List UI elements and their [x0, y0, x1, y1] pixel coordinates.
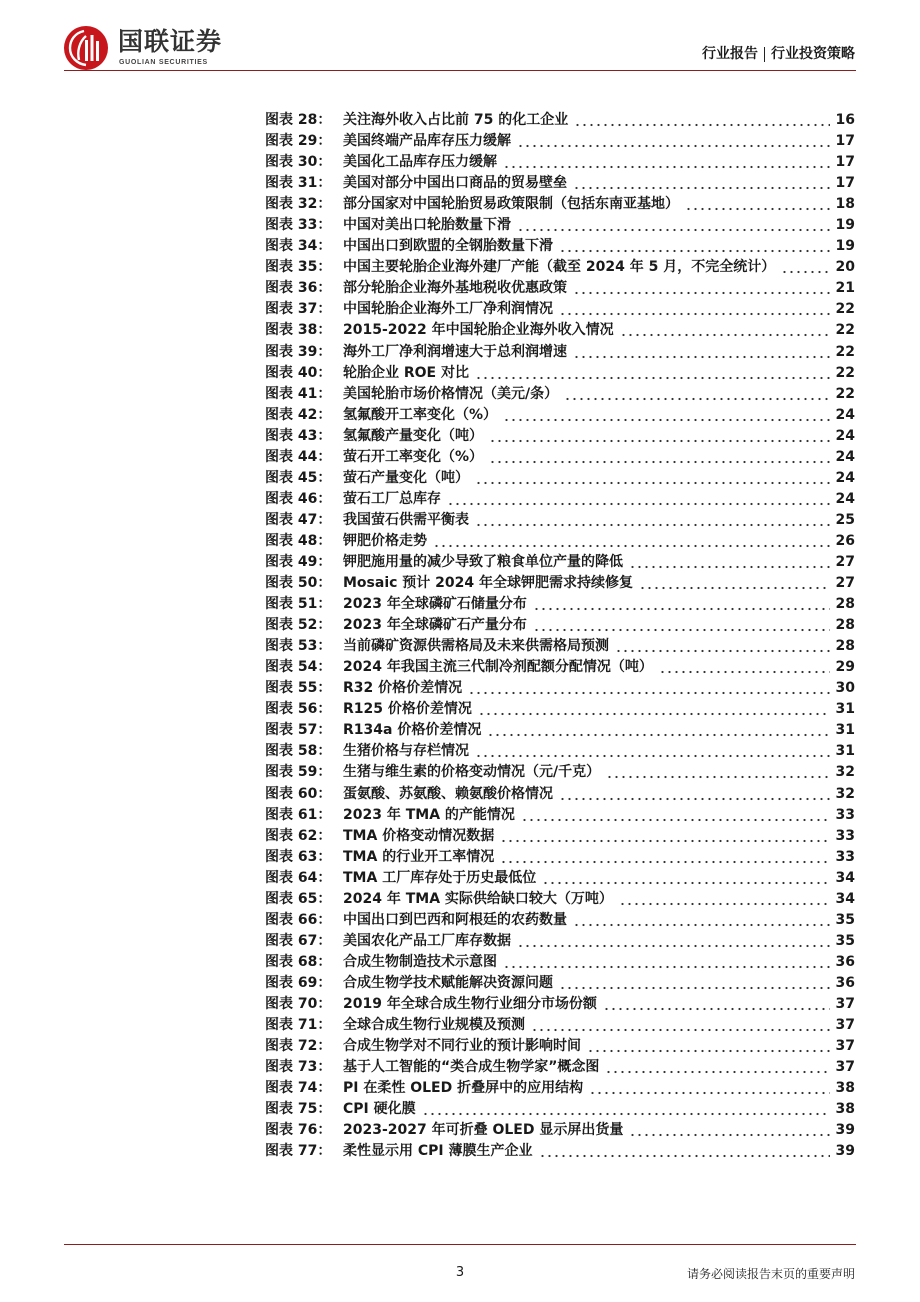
toc-entry[interactable]	[265, 342, 855, 363]
toc-entry[interactable]	[265, 805, 855, 826]
dot-leader	[605, 1057, 829, 1078]
toc-entry-page: 16	[835, 112, 855, 128]
toc-entry-page: 30	[835, 680, 855, 697]
toc-entry-page: 17	[835, 154, 855, 171]
toc-entry-title: 氢氟酸开工率变化（%）	[343, 406, 498, 423]
toc-entry-title: 轮胎企业 ROE 对比	[343, 364, 469, 381]
toc-entry-title: Mosaic 预计 2024 年全球钾肥需求持续修复	[343, 575, 634, 592]
toc-entry-label: 图表 48：	[265, 532, 332, 549]
toc-entry-title: 2023 年全球磷矿石产量分布	[343, 617, 527, 634]
toc-entry-label: 图表 34：	[265, 238, 332, 255]
dot-leader	[503, 405, 829, 426]
toc-entry[interactable]	[265, 152, 855, 173]
toc-entry[interactable]	[265, 531, 855, 552]
toc-entry-label: 图表 67：	[265, 932, 332, 949]
toc-entry-page: 37	[835, 1038, 855, 1055]
toc-entry-label: 图表 50：	[265, 575, 332, 592]
toc-entry[interactable]	[265, 868, 855, 889]
toc-entry[interactable]	[265, 994, 855, 1015]
dot-leader	[475, 363, 830, 384]
toc-entry-label: 图表 33：	[265, 217, 332, 234]
toc-entry-label: 图表 49：	[265, 553, 332, 570]
toc-entry-label: 图表 71：	[265, 1017, 332, 1034]
toc-entry[interactable]	[265, 699, 855, 720]
toc-entry[interactable]	[265, 615, 855, 636]
dot-leader	[615, 636, 830, 657]
toc-entry[interactable]	[265, 447, 855, 468]
toc-entry[interactable]	[265, 1120, 855, 1141]
dot-leader	[573, 173, 830, 194]
toc-entry-title: CPI 硬化膜	[343, 1101, 416, 1118]
toc-entry-title: 全球合成生物行业规模及预测	[343, 1017, 525, 1034]
toc-entry-page: 32	[835, 785, 855, 802]
toc-entry-title: 中国出口到欧盟的全钢胎数量下滑	[343, 238, 553, 255]
toc-entry[interactable]	[265, 657, 855, 678]
toc-entry[interactable]	[265, 489, 855, 510]
toc-entry-label: 图表 53：	[265, 638, 332, 655]
toc-entry-page: 24	[835, 448, 855, 465]
toc-entry-title: 美国终端产品库存压力缓解	[343, 133, 511, 150]
toc-entry-title: TMA 的行业开工率情况	[343, 848, 495, 865]
toc-entry[interactable]	[265, 847, 855, 868]
dot-leader	[639, 573, 830, 594]
toc-entry[interactable]	[265, 510, 855, 531]
dot-leader	[489, 447, 829, 468]
dot-leader	[489, 426, 830, 447]
toc-entry-label: 图表 69：	[265, 974, 332, 991]
toc-entry-title: 中国主要轮胎企业海外建厂产能（截至 2024 年 5 月，不完全统计）	[343, 259, 776, 276]
dot-leader	[503, 152, 830, 173]
toc-entry-label: 图表 63：	[265, 848, 332, 865]
toc-entry[interactable]	[265, 931, 855, 952]
dot-leader	[475, 468, 830, 489]
toc-entry[interactable]	[265, 552, 855, 573]
toc-entry-label: 图表 64：	[265, 869, 332, 886]
dot-leader	[564, 384, 829, 405]
toc-entry-label: 图表 61：	[265, 806, 332, 823]
dot-leader	[603, 994, 830, 1015]
toc-entry[interactable]	[265, 973, 855, 994]
toc-entry-label: 图表 65：	[265, 890, 332, 907]
toc-entry-title: 我国萤石供需平衡表	[343, 511, 469, 528]
report-category: 行业投资策略	[771, 46, 855, 62]
toc-entry-title: 美国化工品库存压力缓解	[343, 154, 497, 171]
toc-entry-page: 19	[835, 217, 855, 234]
toc-entry-title: 中国出口到巴西和阿根廷的农药数量	[343, 911, 567, 928]
toc-entry-page: 22	[835, 343, 855, 360]
toc-entry[interactable]	[265, 1141, 855, 1162]
toc-entry-title: 合成生物制造技术示意图	[343, 953, 497, 970]
toc-entry-title: 部分轮胎企业海外基地税收优惠政策	[343, 280, 567, 297]
toc-entry-page: 37	[835, 1017, 855, 1034]
toc-entry-page: 34	[835, 869, 855, 886]
toc-entry[interactable]	[265, 720, 855, 741]
dot-leader	[478, 699, 830, 720]
toc-entry-page: 33	[835, 848, 855, 865]
toc-entry[interactable]	[265, 278, 855, 299]
logo-chinese-name: 国联证券	[118, 27, 223, 56]
toc-entry-label: 图表 57：	[265, 722, 332, 739]
toc-entry-title: 2023 年全球磷矿石储量分布	[343, 596, 527, 613]
toc-entry-title: 2024 年 TMA 实际供给缺口较大（万吨）	[343, 890, 613, 907]
toc-entry-page: 22	[835, 301, 855, 318]
toc-entry-label: 图表 41：	[265, 385, 332, 402]
report-type: 行业报告	[702, 46, 758, 62]
toc-entry-title: 美国农化产品工厂库存数据	[343, 932, 511, 949]
toc-entry-title: 蛋氨酸、苏氨酸、赖氨酸价格情况	[343, 785, 553, 802]
toc-entry[interactable]	[265, 741, 855, 762]
toc-entry[interactable]	[265, 889, 855, 910]
toc-entry-page: 29	[835, 659, 855, 676]
toc-entry-title: 2023-2027 年可折叠 OLED 显示屏出货量	[343, 1122, 624, 1139]
toc-entry-page: 24	[835, 406, 855, 423]
toc-entry[interactable]	[265, 426, 855, 447]
toc-entry-page: 17	[835, 133, 855, 150]
toc-entry-label: 图表 28：	[265, 112, 332, 128]
toc-entry-label: 图表 37：	[265, 301, 332, 318]
toc-entry-page: 38	[835, 1101, 855, 1118]
toc-entry[interactable]	[265, 678, 855, 699]
toc-entry-label: 图表 31：	[265, 175, 332, 192]
toc-entry-page: 39	[835, 1143, 855, 1160]
toc-entry-label: 图表 73：	[265, 1059, 332, 1076]
toc-entry-label: 图表 45：	[265, 469, 332, 486]
toc-entry[interactable]	[265, 257, 855, 278]
dot-leader	[517, 931, 830, 952]
guolian-logo	[62, 24, 238, 72]
dot-leader	[533, 594, 830, 615]
toc-entry-label: 图表 68：	[265, 953, 332, 970]
guolian-logo-icon	[62, 24, 110, 72]
toc-entry-page: 22	[835, 385, 855, 402]
toc-entry-page: 33	[835, 806, 855, 823]
dot-leader	[659, 657, 830, 678]
report-type-header	[702, 44, 855, 64]
toc-entry[interactable]	[265, 594, 855, 615]
toc-entry-title: 柔性显示用 CPI 薄膜生产企业	[343, 1143, 533, 1160]
toc-entry-label: 图表 43：	[265, 427, 332, 444]
toc-entry-label: 图表 62：	[265, 827, 332, 844]
toc-entry-title: 合成生物学技术赋能解决资源问题	[343, 974, 553, 991]
toc-entry-title: 氢氟酸产量变化（吨）	[343, 427, 483, 444]
dot-leader	[573, 278, 830, 299]
toc-entry-page: 33	[835, 827, 855, 844]
toc-entry-label: 图表 32：	[265, 196, 332, 213]
toc-entry[interactable]	[265, 299, 855, 320]
toc-entry[interactable]	[265, 194, 855, 215]
dot-leader	[521, 805, 830, 826]
dot-leader	[574, 110, 829, 131]
toc-entry-page: 27	[835, 553, 855, 570]
toc-entry-label: 图表 72：	[265, 1038, 332, 1055]
toc-entry-label: 图表 70：	[265, 995, 332, 1012]
toc-entry[interactable]	[265, 110, 855, 131]
toc-entry-label: 图表 77：	[265, 1143, 332, 1160]
toc-entry-title: 美国轮胎市场价格情况（美元/条）	[343, 385, 559, 402]
dot-leader	[559, 299, 830, 320]
toc-entry-label: 图表 75：	[265, 1101, 332, 1118]
toc-entry-label: 图表 51：	[265, 596, 332, 613]
toc-entry-page: 26	[835, 532, 855, 549]
dot-leader	[573, 910, 830, 931]
toc-entry-title: R125 价格价差情况	[343, 701, 472, 718]
toc-entry-title: 生猪价格与存栏情况	[343, 743, 469, 760]
toc-entry-label: 图表 52：	[265, 617, 332, 634]
toc-entry[interactable]	[265, 1057, 855, 1078]
toc-entry-title: 关注海外收入占比前 75 的化工企业	[343, 112, 569, 128]
toc-entry-label: 图表 74：	[265, 1080, 332, 1097]
dot-leader	[517, 131, 830, 152]
toc-entry-label: 图表 38：	[265, 322, 332, 339]
toc-entry-title: 萤石开工率变化（%）	[343, 448, 484, 465]
footer-disclaimer: 请务必阅读报告末页的重要声明	[686, 1267, 855, 1281]
dot-leader	[500, 826, 829, 847]
toc-entry-label: 图表 60：	[265, 785, 332, 802]
toc-entry-page: 24	[835, 427, 855, 444]
toc-entry-page: 38	[835, 1080, 855, 1097]
toc-entry-label: 图表 47：	[265, 511, 332, 528]
toc-entry-title: 钾肥施用量的减少导致了粮食单位产量的降低	[343, 553, 623, 570]
toc-entry-page: 18	[835, 196, 855, 213]
dot-leader	[573, 342, 830, 363]
dot-leader	[503, 952, 830, 973]
toc-entry-page: 35	[835, 932, 855, 949]
toc-entry-label: 图表 30：	[265, 154, 332, 171]
toc-entry-label: 图表 54：	[265, 659, 332, 676]
dot-leader	[781, 257, 829, 278]
toc-entry-title: 美国对部分中国出口商品的贸易壁垒	[343, 175, 567, 192]
toc-entry-label: 图表 55：	[265, 680, 332, 697]
dot-leader	[559, 784, 830, 805]
dot-leader	[606, 762, 829, 783]
toc-entry-title: 生猪与维生素的价格变动情况（元/千克）	[343, 764, 601, 781]
toc-entry-page: 37	[835, 1059, 855, 1076]
toc-entry-page: 22	[835, 322, 855, 339]
toc-entry-page: 19	[835, 238, 855, 255]
toc-entry-label: 图表 44：	[265, 448, 332, 465]
toc-entry-title: 基于人工智能的“类合成生物学家”概念图	[343, 1059, 600, 1076]
toc-entry-page: 32	[835, 764, 855, 781]
toc-entry-page: 17	[835, 175, 855, 192]
toc-entry-title: 当前磷矿资源供需格局及未来供需格局预测	[343, 638, 609, 655]
toc-entry[interactable]	[265, 636, 855, 657]
toc-entry[interactable]	[265, 320, 855, 341]
toc-entry-title: 海外工厂净利润增速大于总利润增速	[343, 343, 567, 360]
toc-entry-page: 28	[835, 596, 855, 613]
toc-entry-title: 萤石产量变化（吨）	[343, 469, 469, 486]
toc-entry-page: 21	[835, 280, 855, 297]
page-number: 3	[455, 1265, 465, 1280]
toc-entry-page: 24	[835, 469, 855, 486]
toc-entry-page: 36	[835, 974, 855, 991]
toc-entry-page: 31	[835, 722, 855, 739]
dot-leader	[517, 215, 830, 236]
toc-entry-page: 31	[835, 743, 855, 760]
dot-leader	[685, 194, 830, 215]
toc-entry[interactable]	[265, 173, 855, 194]
toc-entry[interactable]	[265, 1099, 855, 1120]
dot-leader	[433, 531, 830, 552]
toc-entry-label: 图表 56：	[265, 701, 332, 718]
toc-entry-label: 图表 42：	[265, 406, 332, 423]
toc-entry-title: 部分国家对中国轮胎贸易政策限制（包括东南亚基地）	[343, 196, 679, 213]
toc-entry[interactable]	[265, 952, 855, 973]
toc-entry-title: 2019 年全球合成生物行业细分市场份额	[343, 995, 597, 1012]
toc-entry[interactable]	[265, 573, 855, 594]
toc-list	[265, 110, 855, 1162]
toc-entry-title: 合成生物学对不同行业的预计影响时间	[343, 1038, 581, 1055]
toc-entry-label: 图表 58：	[265, 743, 332, 760]
toc-entry-label: 图表 46：	[265, 490, 332, 507]
toc-entry-title: 中国对美出口轮胎数量下滑	[343, 217, 511, 234]
toc-entry-label: 图表 66：	[265, 911, 332, 928]
dot-leader	[620, 320, 830, 341]
toc-entry[interactable]	[265, 1036, 855, 1057]
toc-entry-page: 24	[835, 490, 855, 507]
toc-entry-page: 39	[835, 1122, 855, 1139]
dot-leader	[559, 236, 830, 257]
dot-leader	[559, 973, 830, 994]
dot-leader	[422, 1099, 830, 1120]
toc-entry[interactable]	[265, 1078, 855, 1099]
dot-leader	[542, 868, 829, 889]
dot-leader	[487, 720, 829, 741]
toc-entry-title: 萤石工厂总库存	[343, 490, 441, 507]
toc-entry-title: R32 价格价差情况	[343, 680, 463, 697]
header-divider	[64, 70, 856, 71]
toc-entry[interactable]	[265, 784, 855, 805]
toc-entry-page: 20	[835, 259, 855, 276]
toc-entry-title: TMA 工厂库存处于历史最低位	[343, 869, 537, 886]
dot-leader	[619, 889, 830, 910]
logo-english-name: GUOLIAN SECURITIES	[119, 59, 208, 66]
toc-entry[interactable]	[265, 1015, 855, 1036]
toc-entry[interactable]	[265, 236, 855, 257]
toc-entry-page: 36	[835, 953, 855, 970]
toc-entry[interactable]	[265, 762, 855, 783]
toc-entry-title: TMA 价格变动情况数据	[343, 827, 495, 844]
toc-entry[interactable]	[265, 468, 855, 489]
toc-entry-label: 图表 39：	[265, 343, 332, 360]
toc-entry[interactable]	[265, 405, 855, 426]
toc-entry-title: R134a 价格价差情况	[343, 722, 482, 739]
dot-leader	[587, 1036, 830, 1057]
toc-entry-page: 34	[835, 890, 855, 907]
toc-entry[interactable]	[265, 826, 855, 847]
toc-entry-page: 27	[835, 575, 855, 592]
toc-entry[interactable]	[265, 363, 855, 384]
toc-entry-title: PI 在柔性 OLED 折叠屏中的应用结构	[343, 1080, 584, 1097]
toc-entry-title: 2015-2022 年中国轮胎企业海外收入情况	[343, 322, 614, 339]
toc-entry-page: 22	[835, 364, 855, 381]
toc-entry[interactable]	[265, 384, 855, 405]
toc-entry-page: 28	[835, 617, 855, 634]
toc-entry[interactable]	[265, 910, 855, 931]
dot-leader	[531, 1015, 830, 1036]
dot-leader	[629, 1120, 829, 1141]
toc-entry-label: 图表 40：	[265, 364, 332, 381]
header-separator	[764, 47, 765, 62]
dot-leader	[475, 510, 830, 531]
toc-entry-label: 图表 59：	[265, 764, 332, 781]
dot-leader	[629, 552, 830, 573]
toc-entry-title: 中国轮胎企业海外工厂净利润情况	[343, 301, 553, 318]
toc-entry[interactable]	[265, 215, 855, 236]
dot-leader	[533, 615, 830, 636]
toc-entry-label: 图表 35：	[265, 259, 332, 276]
dot-leader	[589, 1078, 829, 1099]
toc-entry-title: 2024 年我国主流三代制冷剂配额分配情况（吨）	[343, 659, 653, 676]
dot-leader	[475, 741, 830, 762]
dot-leader	[447, 489, 830, 510]
toc-entry-label: 图表 29：	[265, 133, 332, 150]
toc-entry-page: 35	[835, 911, 855, 928]
toc-entry-title: 2023 年 TMA 的产能情况	[343, 806, 515, 823]
toc-entry-page: 31	[835, 701, 855, 718]
dot-leader	[500, 847, 829, 868]
toc-entry-page: 25	[835, 511, 855, 528]
toc-entry-page: 28	[835, 638, 855, 655]
toc-entry[interactable]	[265, 131, 855, 152]
dot-leader	[468, 678, 829, 699]
dot-leader	[539, 1141, 830, 1162]
footer-divider	[64, 1244, 856, 1245]
toc-entry-label: 图表 76：	[265, 1122, 332, 1139]
toc-entry-label: 图表 36：	[265, 280, 332, 297]
toc-entry-page: 37	[835, 995, 855, 1012]
toc-entry-title: 钾肥价格走势	[343, 532, 427, 549]
